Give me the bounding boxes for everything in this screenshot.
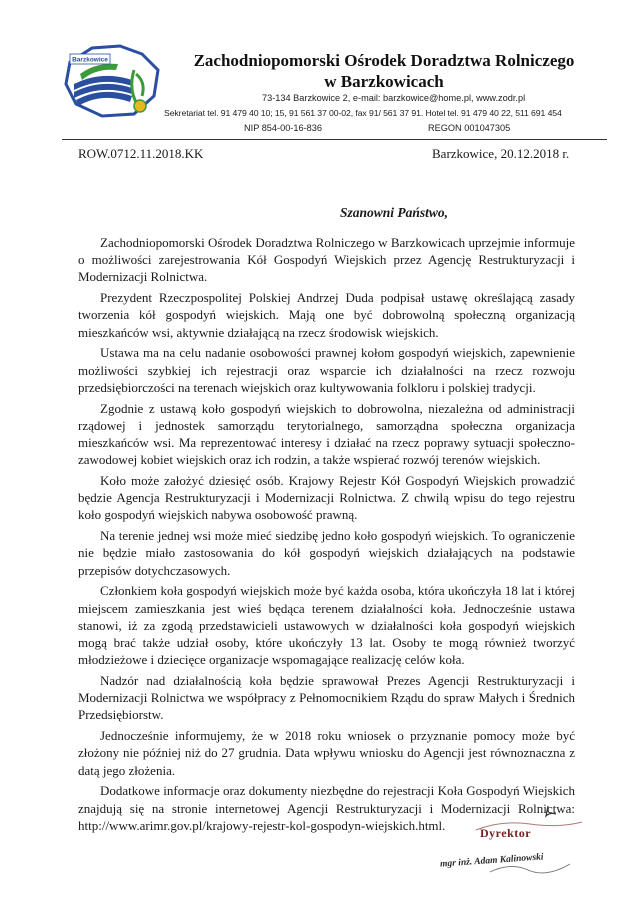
- letter-paragraph: Koło może założyć dziesięć osób. Krajowy Rejestr Kół Gospodyń Wiejskich prowadzić będzie Agencja Restrukturyzacji i Modernizacji Rolnictwa. Z chwilą wpisu do tego rejestru koło gospodyń wiejskich nabywa osobowość prawną.: [78, 473, 575, 523]
- signature-title: Dyrektor: [480, 826, 532, 840]
- letter-paragraph: Na terenie jednej wsi może mieć siedzibę jedno koło gospodyń wiejskich. To ograniczenie nie będzie miało zastosowania do kół gospodyń wiejskich działających na podstawie przepisów dotychczasowych.: [78, 528, 575, 578]
- letter-paragraph: Zgodnie z ustawą koło gospodyń wiejskich to dobrowolna, niezależna od administracji rządowej i jednostek samorządu terytorialnego, samorządna społeczna organizacja mieszkańców wsi. Ma reprezentować interesy i działać na rzecz poprawy sytuacji społeczno-zawodowej kobiet wiejskich oraz ich rodzin, a także wspierać rozwój terenów wiejskich.: [78, 400, 575, 468]
- letter-place-date: Barzkowice, 20.12.2018 r.: [432, 146, 570, 161]
- signature-name: mgr inż. Adam Kalinowski: [439, 852, 544, 870]
- letter-body: [78, 234, 575, 838]
- organization-name-line-2: w Barzkowicach: [324, 72, 444, 91]
- letter-paragraph: Jednocześnie informujemy, że w 2018 roku wniosek o przyznanie pomocy może być złożony nie później niż do 27 grudnia. Data wpływu wniosku do Agencji jest równoznaczna z datą jego złożenia.: [78, 728, 575, 778]
- letter-salutation: Szanowni Państwo,: [340, 205, 449, 220]
- header-divider: [62, 139, 607, 140]
- organization-logo: [62, 40, 164, 120]
- letter-paragraph: Dodatkowe informacje oraz dokumenty niezbędne do rejestracji Koła Gospodyń Wiejskich znajdują się na stronie internetowej Agencji Restrukturyzacji i Modernizacji Rolnictwa: http://www.arimr.gov.pl/krajowy-rejestr-kol-gospodyn-wiejskich.html.: [78, 783, 575, 833]
- organization-regon: REGON 001047305: [428, 123, 511, 133]
- organization-name-line-1: Zachodniopomorski Ośrodek Doradztwa Rolniczego: [193, 51, 575, 70]
- organization-address: 73-134 Barzkowice 2, e-mail: barzkowice@home.pl, www.zodr.pl: [262, 93, 526, 103]
- organization-phones: Sekretariat tel. 91 479 40 10; 15, 91 561 37 00-02, fax 91/ 561 37 91. Hotel tel. 91 479 40 22, 511 691 454: [164, 108, 562, 118]
- logo-text: Barzkowice: [72, 56, 108, 64]
- letter-paragraph: Zachodniopomorski Ośrodek Doradztwa Rolniczego w Barzkowicach uprzejmie informuje o możliwości zarejestrowania Kół Gospodyń Wiejskich przez Agencję Restrukturyzacji i Modernizacji Rolnictwa.: [78, 235, 575, 285]
- letter-paragraph: Nadzór nad działalnością koła będzie sprawował Prezes Agencji Restrukturyzacji i Modernizacji Rolnictwa we współpracy z Pełnomocnikiem Rządu do spraw Małych i Średnich Przedsiębiorstw.: [78, 673, 575, 723]
- letter-reference: ROW.0712.11.2018.KK: [78, 146, 204, 161]
- letter-paragraph: Prezydent Rzeczpospolitej Polskiej Andrzej Duda podpisał ustawę określającą zasady tworzenia kół gospodyń wiejskich. Mają one być dobrowolną społeczną organizacją mieszkańców wsi, aktywnie działającą na rzecz środowisk wiejskich.: [78, 290, 575, 340]
- letter-paragraph: Ustawa ma na celu nadanie osobowości prawnej kołom gospodyń wiejskich, zapewnienie możliwości szybkiej ich rejestracji oraz wsparcie ich działalności na rzecz rozwoju przedsiębiorczości na terenach wiejskich oraz kultywowania folkloru i polskiej tradycji.: [78, 345, 575, 395]
- letter-paragraph: Członkiem koła gospodyń wiejskich może być każda osoba, która ukończyła 18 lat i której miejscem zamieszkania jest wieś będąca terenem działalności koła. Jednocześnie ustawa stanowi, iż za zgodą przedstawicieli ustawowych w działalności koła gospodyń wiejskich mogą brać także udział osoby, które ukończyły 13 lat. Osoby te mogą również tworzyć młodzieżowe i dziecięce organizacje wspomagające realizację celów koła.: [78, 583, 575, 668]
- handwritten-signature: [470, 800, 590, 890]
- organization-nip: NIP 854-00-16-836: [244, 123, 322, 133]
- organization-name: [168, 50, 600, 92]
